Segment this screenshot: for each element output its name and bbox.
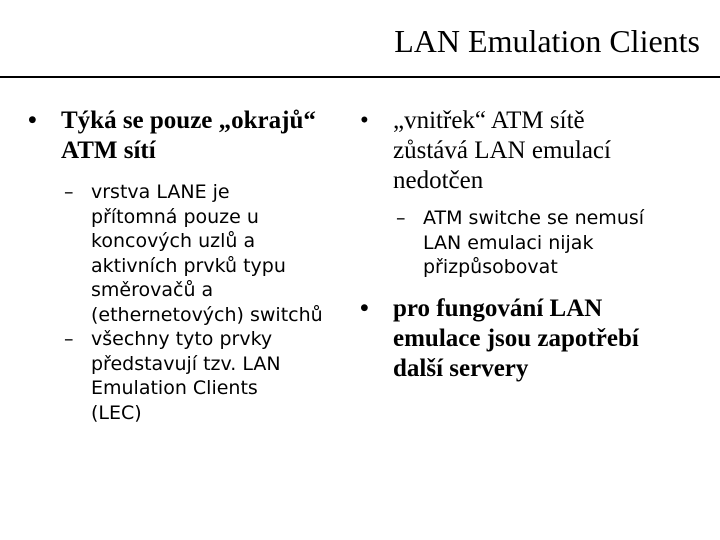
bullet-marker: •: [360, 294, 369, 322]
bullet-marker: •: [360, 107, 369, 134]
sub-bullet-item: [64, 327, 358, 425]
sub-bullet-text: vrstva LANE je přítomná pouze u koncových uzlů a aktivních prvků typu směrovačů a (ethernetových) switchů: [91, 181, 323, 326]
bullet-text: pro fungování LAN emulace jsou zapotřebí další servery: [393, 294, 639, 382]
sub-bullet-text: ATM switche se nemusí LAN emulaci nijak přizpůsobovat: [423, 207, 645, 278]
sub-bullet-marker: –: [64, 181, 74, 203]
bullet-marker: •: [28, 107, 37, 134]
sub-bullet-marker: –: [396, 207, 406, 229]
bullet-item: [360, 294, 705, 384]
sub-bullet-marker: –: [64, 328, 74, 350]
right-column: [360, 106, 705, 384]
bullet-item: [28, 106, 358, 166]
title-divider: [0, 76, 720, 78]
bullet-text: „vnitřek“ ATM sítě zůstává LAN emulací nedotčen: [393, 107, 611, 194]
bullet-item: [360, 106, 705, 196]
sub-bullet-item: [64, 180, 358, 327]
sub-bullet-item: [396, 206, 705, 280]
left-column: [28, 106, 358, 425]
slide-title: LAN Emulation Clients: [394, 23, 700, 59]
sub-bullet-text: všechny tyto prvky představují tzv. LAN Emulation Clients (LEC): [91, 328, 281, 424]
bullet-text: Týká se pouze „okrajů“ ATM sítí: [61, 107, 316, 164]
